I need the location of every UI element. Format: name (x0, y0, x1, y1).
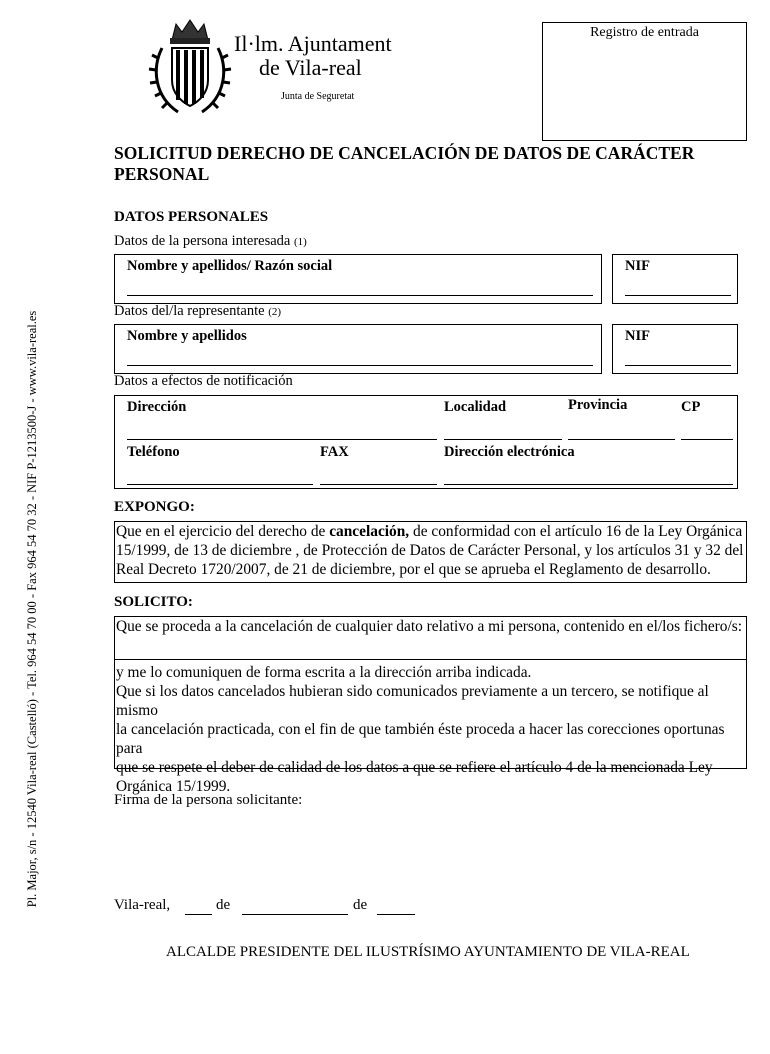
representante-section-label (114, 303, 281, 320)
solicito-line2: y me lo comuniquen de forma escrita a la dirección arriba indicada. (116, 664, 532, 681)
representante-name-label: Nombre y apellidos (127, 328, 247, 344)
representante-name-field[interactable] (127, 365, 593, 366)
representante-label: Datos del/la representante (114, 303, 265, 319)
expongo-box (114, 521, 747, 583)
form-title-line2: PERSONAL (114, 164, 210, 184)
fecha-de2: de (353, 897, 368, 913)
interesada-label: Datos de la persona interesada (114, 233, 291, 249)
interesada-nif-field[interactable] (625, 295, 731, 296)
representante-note: (2) (268, 306, 282, 318)
solicito-line6: Orgánica 15/1999. (116, 778, 231, 795)
fecha-day-field[interactable] (185, 914, 212, 915)
direccion-field[interactable] (127, 439, 437, 440)
solicito-line3: Que si los datos cancelados hubieran sido comunicados previamente a un tercero, se notifique al mismo (116, 683, 709, 719)
solicito-line5: que se respete el deber de calidad de los datos a que se refiere el artículo 4 de la mencionada Ley (116, 759, 713, 776)
institution-name-line2: de Vila-real (259, 55, 362, 80)
interesada-section-label (114, 233, 307, 250)
form-title-line1: SOLICITUD DERECHO DE CANCELACIÓN DE DATOS DE CARÁCTER (114, 143, 695, 163)
institution-name-line1: Il·lm. Ajuntament (234, 31, 392, 56)
cp-field[interactable] (681, 439, 733, 440)
coat-of-arms-logo (148, 18, 232, 118)
notificacion-section-label: Datos a efectos de notificación (114, 373, 293, 389)
telefono-label: Teléfono (127, 444, 180, 460)
representante-nif-label: NIF (625, 328, 650, 344)
solicito-box (114, 616, 747, 795)
interesada-nif-box (612, 254, 738, 304)
fecha-de1: de (216, 897, 231, 913)
provincia-field[interactable] (568, 439, 675, 440)
fax-label: FAX (320, 444, 349, 460)
localidad-field[interactable] (444, 439, 562, 440)
representante-nif-field[interactable] (625, 365, 731, 366)
representante-nif-box (612, 324, 738, 374)
solicito-line1: Que se proceda a la cancelación de cualquier dato relativo a mi persona, contenido en el/los fichero/s: (116, 618, 743, 635)
addressee-footer: ALCALDE PRESIDENTE DEL ILUSTRÍSIMO AYUNTAMIENTO DE VILA-REAL (166, 944, 690, 960)
fecha-year-field[interactable] (377, 914, 415, 915)
provincia-label: Provincia (568, 397, 628, 413)
telefono-field[interactable] (127, 484, 313, 485)
fecha-month-field[interactable] (242, 914, 348, 915)
solicito-paragraph (116, 663, 746, 796)
interesada-nif-label: NIF (625, 258, 650, 274)
side-address-text: Pl. Major, s/n - 12540 Vila-real (Castelló) - Tel. 964 54 70 00 - Fax 964 54 70 32 - NIF P-1213500-J - www.vila-real.es (25, 310, 39, 908)
interesada-name-label: Nombre y apellidos/ Razón social (127, 258, 333, 274)
datos-personales-heading: DATOS PERSONALES (114, 209, 269, 225)
expongo-line2: 15/1999, de 13 de diciembre , de Protección de Datos de Carácter Personal, y los artículos 31 y 32 del (116, 542, 744, 559)
expongo-heading: EXPONGO: (114, 499, 195, 515)
interesada-name-field[interactable] (127, 295, 593, 296)
expongo-line1-bold: cancelación, (329, 523, 410, 540)
registro-entrada-label: Registro de entrada (590, 25, 699, 40)
expongo-line3: Real Decreto 1720/2007, de 21 de diciembre, por el que se aprueba el Reglamento de desarrollo. (116, 561, 711, 578)
direccion-label: Dirección (127, 399, 187, 415)
expongo-line1-pre: Que en el ejercicio del derecho de (116, 523, 330, 540)
localidad-label: Localidad (444, 399, 507, 415)
email-label: Dirección electrónica (444, 444, 575, 460)
expongo-line1 (116, 522, 746, 541)
fichero-field[interactable] (115, 659, 746, 660)
registro-entrada-box (542, 22, 747, 141)
interesada-note: (1) (293, 236, 307, 248)
representante-name-box (114, 324, 602, 374)
expongo-line1-post: de conformidad con el artículo 16 de la Ley Orgánica (409, 523, 743, 540)
firma-label: Firma de la persona solicitante: (114, 792, 303, 808)
notificacion-box (114, 395, 738, 489)
institution-subtitle: Junta de Seguretat (281, 91, 355, 102)
solicito-heading: SOLICITO: (114, 594, 193, 610)
interesada-name-box (114, 254, 602, 304)
cp-label: CP (681, 399, 701, 415)
fax-field[interactable] (320, 484, 437, 485)
solicito-line4: la cancelación practicada, con el fin de que también éste proceda a hacer las corecciones oportunas para (116, 721, 725, 757)
fecha-place: Vila-real, (114, 897, 171, 913)
email-field[interactable] (444, 484, 733, 485)
